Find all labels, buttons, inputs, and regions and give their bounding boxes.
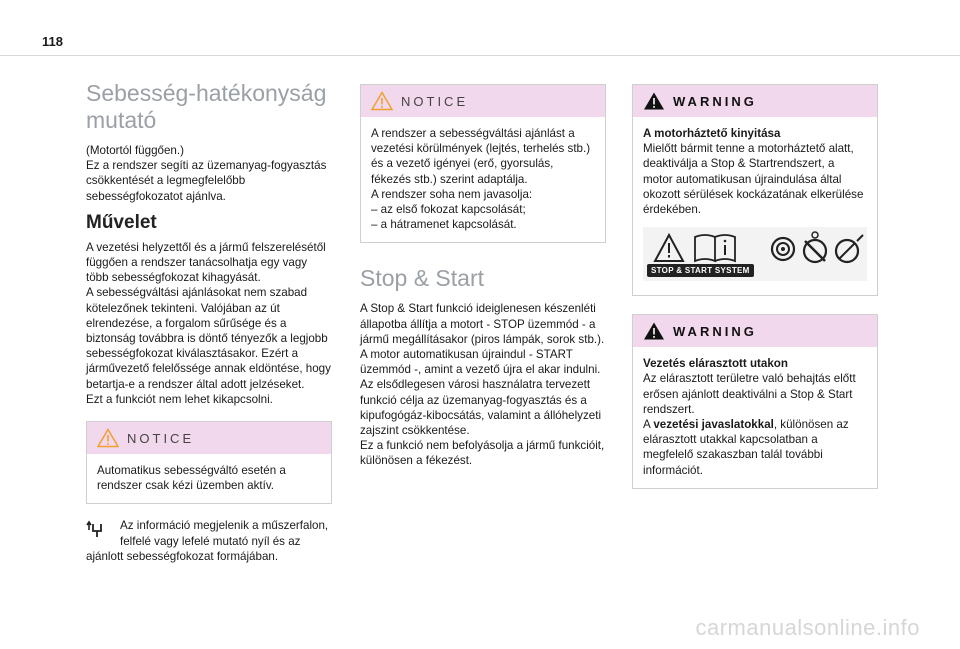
title-line-1: Sebesség-hatékonyság bbox=[86, 80, 327, 106]
title-line-2: mutató bbox=[86, 107, 157, 133]
warning-header bbox=[633, 315, 877, 347]
notice-header bbox=[361, 85, 605, 117]
info-line-3: ajánlott sebességfokozat formájában. bbox=[86, 549, 279, 563]
operation-text: A vezetési helyzettől és a jármű felszerelésétől függően a rendszer tanácsolhatja egy vagy több sebességfokozat kihagyását. A sebességváltási ajánlásokat nem szabad kötelezőnek tekinteni. Valójában az út elrendezése, a forgalom sűrűsége és a biztonság továbbra is döntő tényezők a legjobb sebességfokozat kiválasztásakor. Ezért a járművezető felelőssége annak eldöntése, hogy betartja-e a rendszer által adott jelzéseket. Ezt a funkciót nem lehet kikapcsolni. bbox=[86, 240, 331, 406]
warning-heading: A motorháztető kinyitása bbox=[643, 127, 781, 140]
header-divider bbox=[0, 55, 960, 56]
warning-title: WARNING bbox=[673, 93, 757, 109]
warning-text: Mielőtt bármit tenne a motorháztető alatt, deaktiválja a Stop & Startrendszert, a motor automatikusan újraindulása által okozott sérülések kockázatának elkerülése érdekében. bbox=[643, 142, 864, 217]
warning-box-flooded-roads bbox=[632, 314, 878, 489]
warning-text-b-post: , különösen az elárasztott utakkal kapcsolatban a megfelelő szakaszban talál további információt. bbox=[643, 418, 849, 477]
intro-text: (Motortól függően.) Ez a rendszer segíti az üzemanyag-fogyasztás csökkentését a legmegfelelőbb sebességfokozatot ajánlva. bbox=[86, 144, 327, 203]
driving-advice-link-text: vezetési javaslatokkal bbox=[653, 418, 774, 432]
warning-heading: Vezetés elárasztott utakon bbox=[643, 357, 788, 371]
notice-text: Automatikus sebességváltó esetén a rendszer csak kézi üzemben aktív. bbox=[97, 464, 286, 493]
notice-title: NOTICE bbox=[127, 430, 195, 446]
notice-title: NOTICE bbox=[401, 93, 469, 109]
footer-watermark: carmanualsonline.info bbox=[695, 615, 920, 640]
notice-text: A rendszer a sebességváltási ajánlást a vezetési körülmények (lejtés, terhelés stb.) és a vezető igényei (erő, gyorsulás, fékezés stb.) szerint adaptálja. A rendszer soha nem javasolja: – az első fokozat kapcsolását; – a hátramenet kapcsolását. bbox=[371, 127, 591, 232]
column-speed-efficiency bbox=[86, 80, 332, 564]
section-title-speed-efficiency bbox=[86, 80, 332, 134]
warning-header bbox=[633, 85, 877, 117]
warning-triangle-icon bbox=[97, 428, 119, 448]
warning-text-a: Az elárasztott területre való behajtás előtt erősen ajánlott deaktiválni a Stop & Start rendszert. bbox=[643, 372, 856, 416]
notice-box-gear-recommendation bbox=[360, 84, 606, 243]
column-stop-start bbox=[360, 84, 606, 469]
warning-text-b-pre: A bbox=[643, 418, 654, 432]
warning-triangle-icon bbox=[371, 91, 393, 111]
stop-start-system-badge: STOP & START SYSTEM bbox=[647, 264, 754, 277]
stop-start-warning-illustration bbox=[643, 227, 867, 281]
column-warnings bbox=[632, 84, 878, 489]
stop-start-text: A Stop & Start funkció ideiglenesen készenléti állapotba állítja a motort - STOP üzemmód - a jármű megállításakor (piros lámpák, sorok stb.). A motor automatikusan újraindul - START üzemmód -, amint a vezető újra el akar indulni. Az elsődlegesen városi használatra tervezett funkció célja az üzemanyag-fogyasztás és a kipufogógáz-kibocsátás, valamint a állóhelyzeti zajszint csökkentése. Ez a funkció nem befolyásolja a jármű funkcióit, különösen a fékezést. bbox=[360, 302, 605, 468]
warning-triangle-icon bbox=[643, 321, 665, 341]
page-number: 118 bbox=[42, 34, 63, 49]
notice-box-auto-gearbox bbox=[86, 421, 332, 504]
info-line-2: felfelé vagy lefelé mutató nyíl és az bbox=[120, 534, 301, 548]
info-line-1: Az információ megjelenik a műszerfalon, bbox=[120, 519, 329, 533]
gear-shift-indicator-icon bbox=[86, 520, 110, 538]
info-text bbox=[86, 518, 332, 564]
notice-header bbox=[87, 422, 331, 454]
info-row bbox=[86, 518, 332, 564]
warning-title: WARNING bbox=[673, 323, 757, 339]
warning-box-bonnet bbox=[632, 84, 878, 296]
footer bbox=[0, 612, 960, 649]
operation-heading: Művelet bbox=[86, 211, 157, 233]
section-title-stop-start: Stop & Start bbox=[360, 265, 485, 292]
warning-triangle-icon bbox=[643, 91, 665, 111]
warning-text-b bbox=[643, 417, 867, 478]
